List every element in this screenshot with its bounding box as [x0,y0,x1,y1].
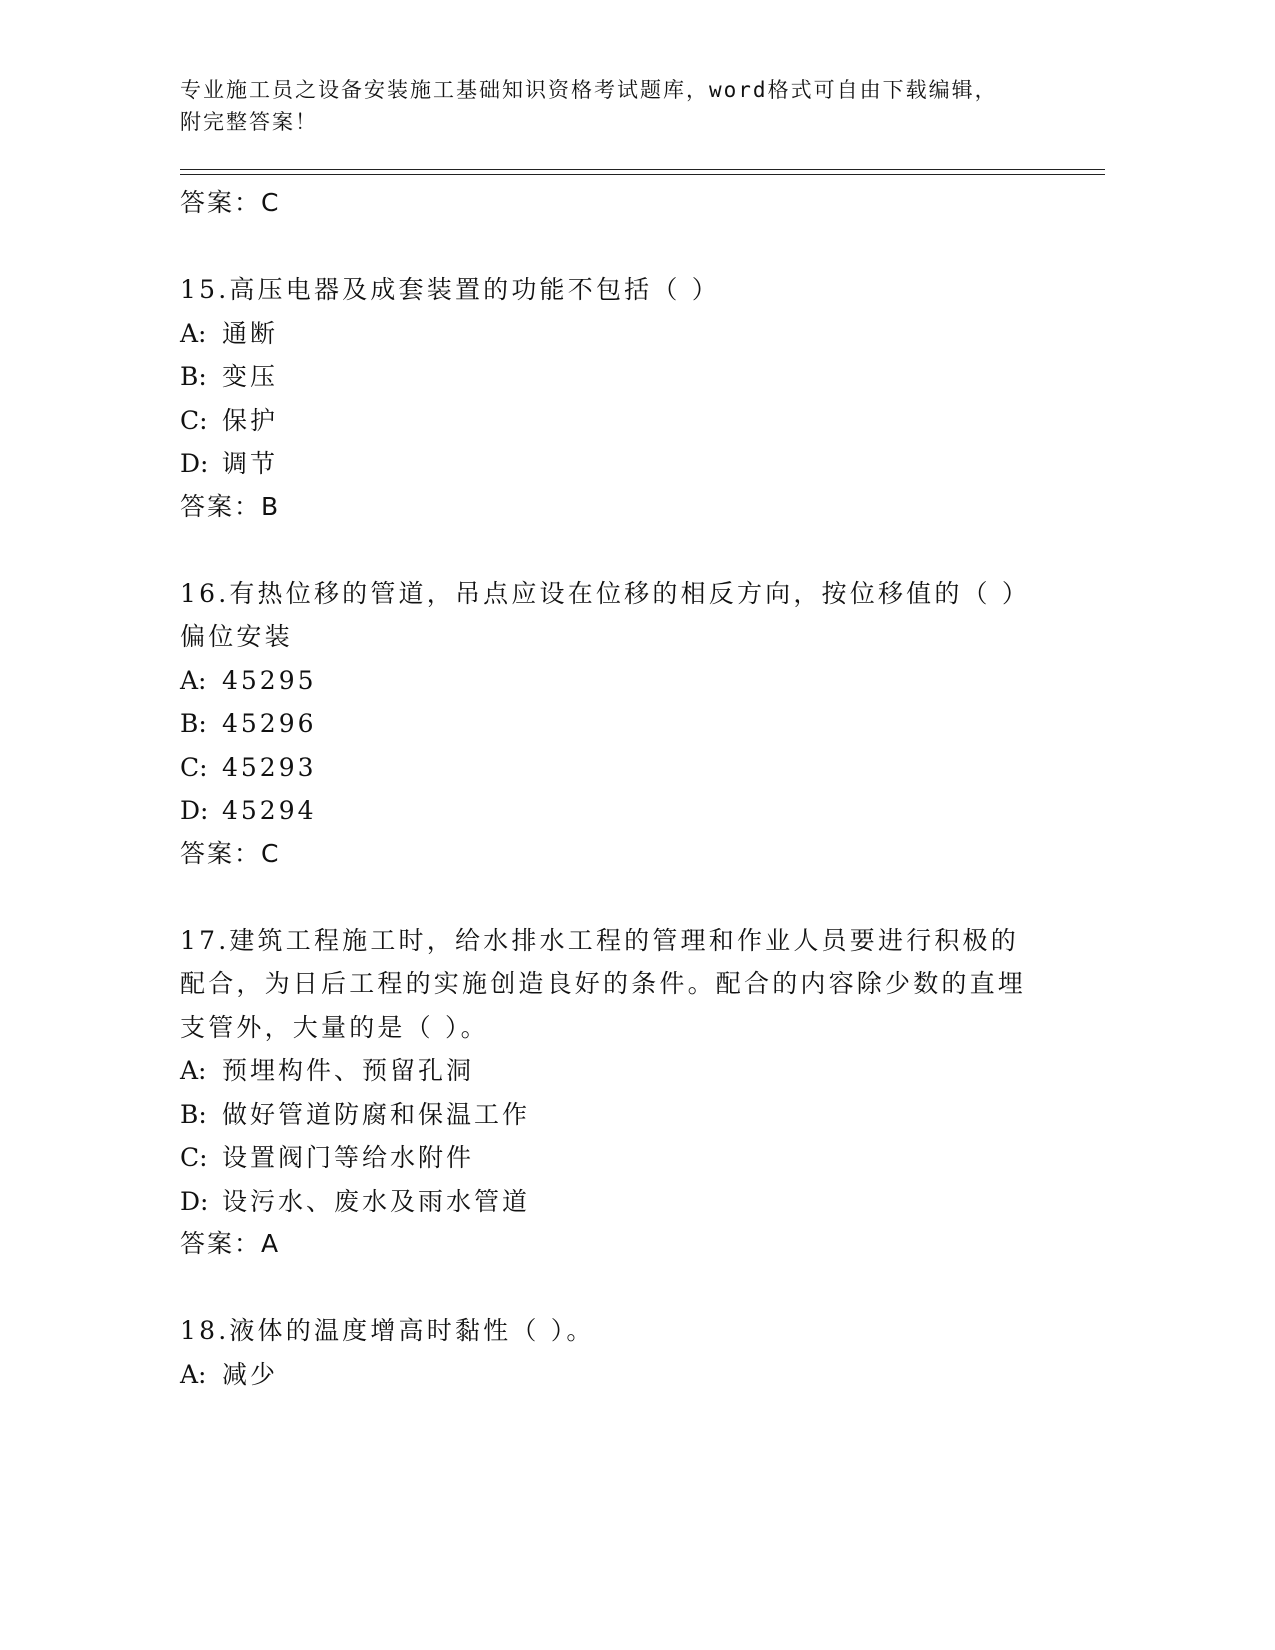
option-letter: A: [180,665,207,695]
document-header [180,74,1060,138]
question-stem: 15.高压电器及成套装置的功能不包括（ ） [180,275,720,304]
option-text: 减少 [222,1359,279,1389]
option-letter: A: [180,1359,207,1389]
option-a [180,659,1080,703]
option-letter: B: [180,1099,207,1129]
option-a [180,1049,1080,1093]
question-stem: 17.建筑工程施工时，给水排水工程的管理和作业人员要进行积极的配合，为日后工程的实施创造良好的条件。配合的内容除少数的直埋支管外，大量的是（ ）。 [180,925,1027,1042]
question-17 [180,919,1080,1265]
option-c [180,1136,1080,1180]
option-text: 45295 [222,665,317,695]
option-c [180,399,1080,443]
question-list [180,183,1080,1396]
question-answer: 答案：A [180,1229,281,1258]
question-16 [180,572,1080,874]
option-text: 调节 [222,449,279,478]
option-letter: D: [180,796,209,825]
option-d [180,789,1080,833]
option-letter: B: [180,709,207,738]
previous-answer: 答案：C [180,188,281,217]
question-18 [180,1309,1080,1396]
option-letter: C: [180,1143,208,1172]
option-letter: D: [180,449,209,478]
option-text: 变压 [222,362,279,391]
option-d [180,1180,1080,1224]
option-text: 45294 [222,796,317,825]
option-text: 设污水、废水及雨水管道 [222,1186,531,1216]
option-c [180,746,1080,790]
header-line-2: 附完整答案！ [180,110,318,134]
header-line-1: 专业施工员之设备安装施工基础知识资格考试题库，word格式可自由下载编辑， [180,78,998,102]
question-stem: 18.液体的温度增高时黏性（ ）。 [180,1316,595,1345]
option-letter: A: [180,318,207,348]
question-15 [180,268,1080,527]
question-answer: 答案：B [180,491,281,521]
header-divider [180,169,1105,170]
option-d [180,442,1080,486]
option-b [180,355,1080,399]
option-b [180,702,1080,746]
header-divider-double [180,174,1105,175]
option-text: 预埋构件、预留孔洞 [222,1056,475,1085]
option-letter: A: [180,1056,207,1085]
option-text: 做好管道防腐和保温工作 [222,1099,531,1129]
question-answer: 答案：C [180,838,281,868]
option-letter: C: [180,405,208,435]
option-a [180,1353,1080,1397]
option-letter: C: [180,752,208,782]
option-text: 设置阀门等给水附件 [222,1143,475,1172]
option-text: 45293 [222,752,317,782]
option-letter: D: [180,1186,209,1216]
option-text: 通断 [222,318,279,348]
option-a [180,312,1080,356]
option-b [180,1093,1080,1137]
option-text: 45296 [222,709,317,738]
option-letter: B: [180,362,207,391]
option-text: 保护 [222,405,279,435]
question-stem: 16.有热位移的管道，吊点应设在位移的相反方向，按位移值的（ ）偏位安装 [180,578,1031,651]
